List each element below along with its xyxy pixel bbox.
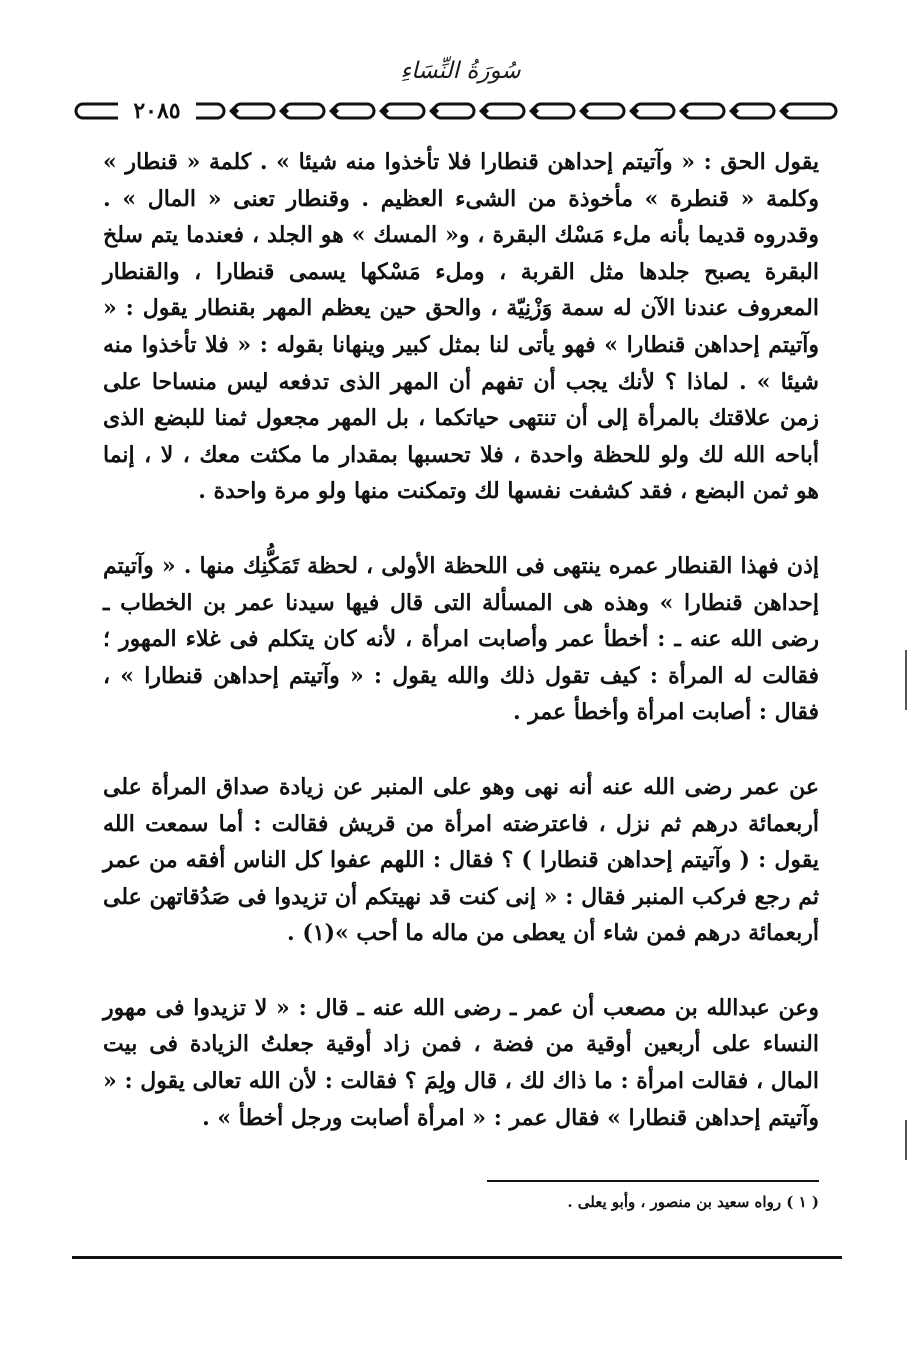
surah-title: سُورَةُ النِّسَاءِ (400, 58, 521, 84)
body-text (103, 144, 819, 1136)
page-number: ٢٠٨٥ (118, 99, 196, 123)
scan-edge-mark (905, 1120, 907, 1160)
footnote-divider (487, 1180, 819, 1182)
scan-edge-mark (905, 650, 907, 710)
paragraph-1: يقول الحق : « وآتيتم إحداهن قنطارا فلا تأخذوا منه شيئا » . كلمة « قنطار » وكلمة « قنطرة » مأخوذة من الشىء العظيم . وقنطار تعنى « المال » . وقدروه قديما بأنه ملء مَسْك البقرة ، و« المسك » هو الجلد ، فعندما يتم سلخ البقرة يصبح جلدها مثل القربة ، وملء مَسْكها يسمى قنطارا ، والقنطار المعروف عندنا الآن له سمة وَزْنِيّة ، والحق حين يعظم المهر بقنطار يقول : « وآتيتم إحداهن قنطارا » فهو يأتى لنا بمثل كبير وينهانا بقوله : « فلا تأخذوا منه شيئا » . لماذا ؟ لأنك يجب أن تفهم أن المهر الذى تدفعه ليس منساحا على زمن علاقتك بالمرأة إلى أن تنتهى حياتكما ، بل المهر مجعول ثمنا للبضع الذى أباحه الله لك ولو للحظة واحدة ، فلا تحسبها بمقدار ما مكثت معك ، لا ، إنما هو ثمن البضع ، فقد كشفت نفسها لك وتمكنت منها ولو مرة واحدة . (103, 149, 819, 505)
paragraph-2: إذن فهذا القنطار عمره ينتهى فى اللحظة الأولى ، لحظة تَمَكُّنِك منها . « وآتيتم إحداهن قنطارا » وهذه هى المسألة التى قال فيها سيدنا عمر بن الخطاب ـ رضى الله عنه ـ : أخطأ عمر وأصابت امرأة ، لأنه كان يتكلم فى غلاء المهور ؛ فقالت له المرأة : كيف تقول ذلك والله يقول : « وآتيتم إحداهن قنطارا » ، فقال : أصابت امرأة وأخطأ عمر . (103, 552, 819, 726)
paragraph-3: عن عمر رضى الله عنه أنه نهى وهو على المنبر عن زيادة صداق المرأة على أربعمائة درهم ثم نزل ، فاعترضته امرأة من قريش فقالت : أما سمعت الله يقول : ( وآتيتم إحداهن قنطارا ) ؟ فقال : اللهم عفوا كل الناس أفقه من عمر ثم رجع فركب المنبر فقال : « إنى كنت قد نهيتكم أن تزيدوا فى صَدُقاتهن على أربعمائة درهم فمن شاء أن يعطى من ماله ما أحب »(١) . (103, 773, 819, 947)
paragraph-4: وعن عبدالله بن مصعب أن عمر ـ رضى الله عنه ـ قال : « لا تزيدوا فى مهور النساء على أربعين أوقية من فضة ، فمن زاد أوقية جعلتُ الزيادة فى بيت المال ، فقالت امرأة : ما ذاك لك ، قال ولِمَ ؟ فقالت : لأن الله تعالى يقول : « وآتيتم إحداهن قنطارا » فقال عمر : « امرأة أصابت ورجل أخطأ » . (103, 994, 820, 1131)
footnote: ( ١ ) رواه سعيد بن منصور ، وأبو يعلى . (567, 1193, 819, 1211)
bottom-rule (72, 1256, 842, 1259)
